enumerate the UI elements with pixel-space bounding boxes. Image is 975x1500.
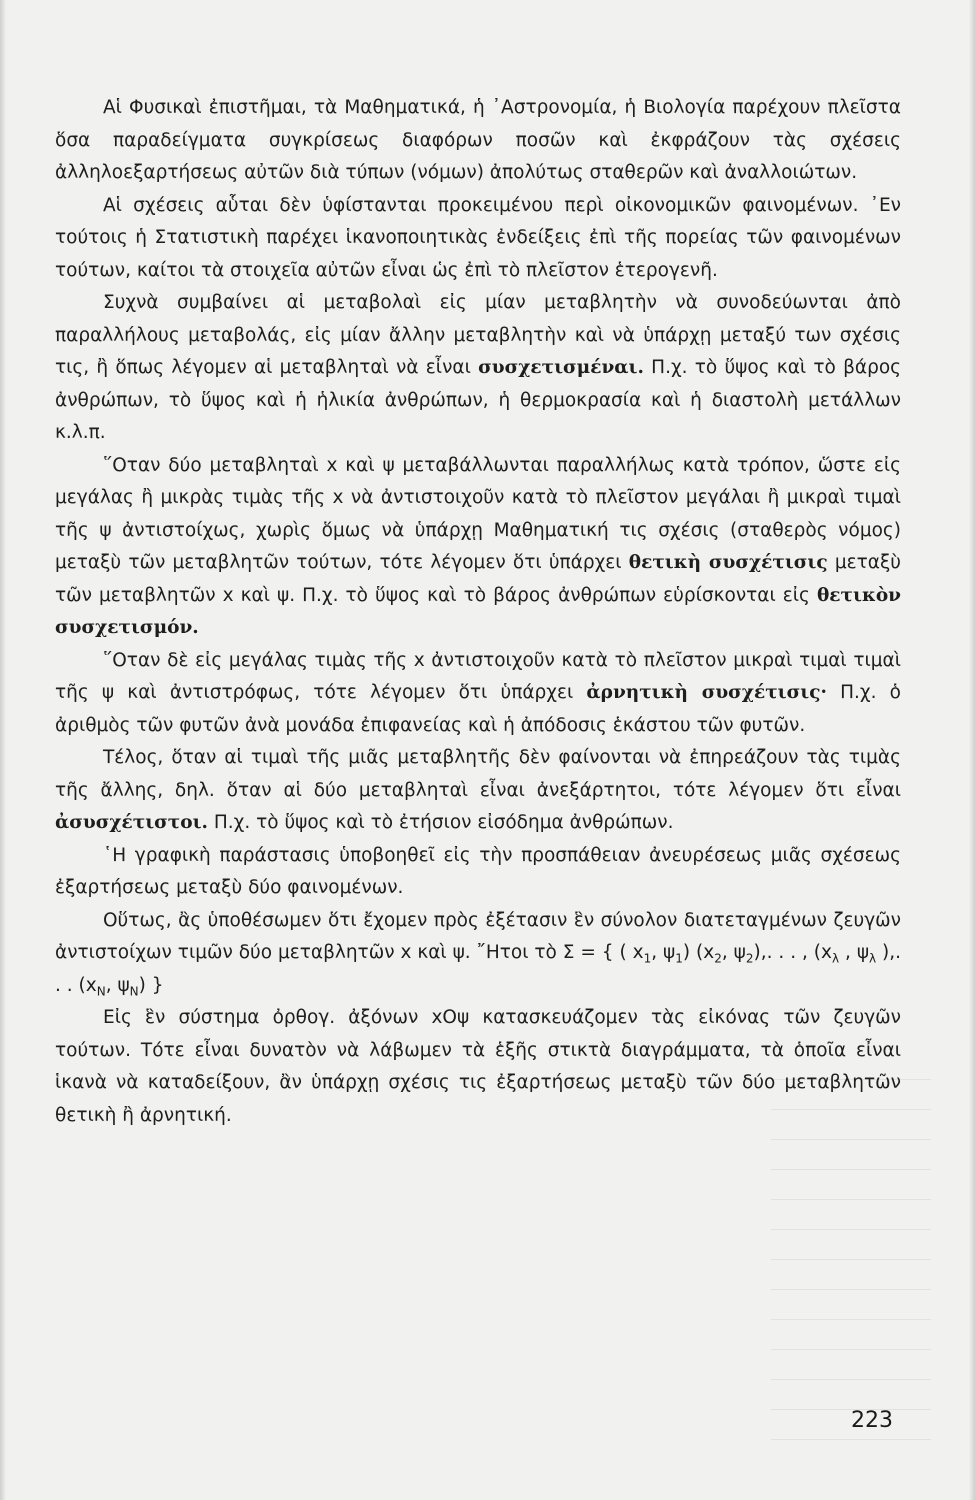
text-run: , ψ xyxy=(651,942,676,963)
text-run: , ψ xyxy=(839,942,870,963)
paragraph xyxy=(55,287,901,450)
text-run: ῾Η γραφικὴ παράστασις ὑποβοηθεῖ εἰς τὴν προσπάθειαν ἀνευρέσεως μιᾶς σχέσεως ἐξαρτήσεως μεταξὺ δύο φαινομένων. xyxy=(55,844,901,898)
paragraph xyxy=(55,92,901,190)
text-run: ) (x xyxy=(682,942,715,963)
text-run: Οὕτως, ἂς ὑποθέσωμεν ὅτι ἔχομεν πρὸς ἐξέτασιν ἓν σύνολον διατεταγμένων ζευγῶν ἀντιστοίχων τιμῶν δύο μεταβλητῶν x καὶ ψ. ῎Ητοι τὸ Σ = { ( x xyxy=(55,909,901,963)
body-text xyxy=(55,92,901,1132)
paragraph xyxy=(55,742,901,840)
text-run: , ψ xyxy=(105,974,130,996)
paragraph xyxy=(55,905,901,1003)
paragraph xyxy=(55,645,901,743)
page-number: 223 xyxy=(851,1408,893,1433)
text-run: Αἱ Φυσικαὶ ἐπιστῆμαι, τὰ Μαθηματικά, ἡ ᾿Αστρονομία, ἡ Βιολογία παρέχουν πλεῖστα ὅσα παραδείγματα συγκρίσεως διαφόρων ποσῶν καὶ ἐκφράζουν τὰς σχέσεις ἀλληλοεξαρτήσεως αὐτῶν διὰ τύπων (νόμων) ἀπολύτως σταθερῶν καὶ ἀναλλοιώτων. xyxy=(55,97,901,183)
text-run: ῞Οταν δύο μεταβληταὶ x καὶ ψ μεταβάλλωνται παραλλήλως κατὰ τρόπον, ὥστε εἰς μεγάλας ἢ μικρὰς τιμὰς τῆς x νὰ ἀντιστοιχοῦν κατὰ τὸ πλεῖστον μεγάλαι ἢ μικραὶ τιμαὶ τῆς ψ ἀντιστοίχως, χωρὶς ὅμως νὰ ὑπάρχῃ Μαθηματική τις σχέσις (σταθερὸς νόμος) μεταξὺ τῶν μεταβλητῶν τούτων, τότε λέγομεν ὅτι ὑπάρχει xyxy=(55,454,901,573)
page-edge-right xyxy=(969,0,975,1500)
paragraph xyxy=(55,190,901,288)
subscript: N xyxy=(96,984,106,999)
text-run: , ψ xyxy=(721,942,746,963)
subscript: 2 xyxy=(714,951,722,966)
paragraph xyxy=(55,1002,901,1132)
page-edge-left xyxy=(0,0,6,1500)
text-run: Αἱ σχέσεις αὗται δὲν ὑφίστανται προκειμένου περὶ οἰκονομικῶν φαινομένων. ᾿Εν τούτοις ἡ Στατιστικὴ παρέχει ἱκανοποιητικὰς ἐνδείξεις ἐπὶ τῆς πορείας τῶν φαινομένων τούτων, καίτοι τὰ στοιχεῖα αὐτῶν εἶναι ὡς ἐπὶ τὸ πλεῖστον ἑτερογενῆ. xyxy=(55,194,901,281)
text-run: ) } xyxy=(138,974,164,996)
emphasized-term: θετικὴ συσχέτισις xyxy=(628,552,828,573)
text-run: Π.χ. τὸ ὕψος καὶ τὸ βάρος ἀνθρώπων, τὸ ὕψος καὶ ἡ ἡλικία ἀνθρώπων, ἡ θερμοκρασία καὶ ἡ διαστολὴ μετάλλων κ.λ.π. xyxy=(55,357,901,443)
text-run: ῞Οταν δὲ εἰς μεγάλας τιμὰς τῆς x ἀντιστοιχοῦν κατὰ τὸ πλεῖστον μικραὶ τιμαὶ τιμαὶ τῆς ψ καὶ ἀντιστρόφως, τότε λέγομεν ὅτι ὑπάρχει xyxy=(55,649,901,703)
emphasized-term: συσχετισμέναι. xyxy=(478,357,644,378)
text-run: ),. . . (x xyxy=(55,942,902,996)
text-run: Π.χ. τὸ ὕψος καὶ τὸ ἐτήσιον εἰσόδημα ἀνθρώπων. xyxy=(208,812,674,833)
text-run: Εἰς ἓν σύστημα ὀρθογ. ἀξόνων xOψ κατασκευάζομεν τὰς εἰκόνας τῶν ζευγῶν τούτων. Τότε εἶναι δυνατὸν νὰ λάβωμεν τὰ ἑξῆς στικτὰ διαγράμματα, τὰ ὁποῖα εἶναι ἱκανὰ νὰ καταδείξουν, ἂν ὑπάρχῃ σχέσις τις ἐξαρτήσεως μεταξὺ τῶν δύο μεταβλητῶν θετικὴ ἢ ἀρνητική. xyxy=(55,1007,901,1126)
text-run: μεταξὺ τῶν μεταβλητῶν x καὶ ψ. Π.χ. τὸ ὕψος καὶ τὸ βάρος ἀνθρώπων εὑρίσκονται εἰς xyxy=(55,552,901,606)
subscript: 2 xyxy=(745,951,754,966)
paragraph xyxy=(55,450,901,645)
text-run: Π.χ. ὁ ἀριθμὸς τῶν φυτῶν ἀνὰ μονάδα ἐπιφανείας καὶ ἡ ἀπόδοσις ἑκάστου τῶν φυτῶν. xyxy=(55,682,901,736)
subscript: λ xyxy=(869,951,877,966)
subscript: λ xyxy=(831,951,840,966)
text-run: Τέλος, ὅταν αἱ τιμαὶ τῆς μιᾶς μεταβλητῆς δὲν φαίνονται νὰ ἐπηρεάζουν τὰς τιμὰς τῆς ἄλλης, δηλ. ὅταν αἱ δύο μεταβληταὶ εἶναι ἀνεξάρτητοι, τότε λέγομεν ὅτι εἶναι xyxy=(55,747,901,801)
subscript: 1 xyxy=(643,951,652,966)
subscript: N xyxy=(129,984,139,999)
paragraph xyxy=(55,840,901,905)
emphasized-term: ἀσυσχέτιστοι. xyxy=(55,812,208,833)
text-run: Συχνὰ συμβαίνει αἱ μεταβολαὶ εἰς μίαν μεταβλητὴν νὰ συνοδεύωνται ἀπὸ παραλλήλους μεταβολάς, εἰς μίαν ἄλλην μεταβλητὴν καὶ νὰ ὑπάρχῃ μεταξύ των σχέσις τις, ἢ ὅπως λέγομεν αἱ μεταβληταὶ νὰ εἶναι xyxy=(55,292,901,378)
emphasized-term: ἀρνητικὴ συσχέτισις· xyxy=(586,682,827,703)
subscript: 1 xyxy=(675,951,683,966)
text-run: ),. . . , (x xyxy=(753,942,832,963)
emphasized-term: θετικὸν συσχετισμόν. xyxy=(55,584,901,638)
